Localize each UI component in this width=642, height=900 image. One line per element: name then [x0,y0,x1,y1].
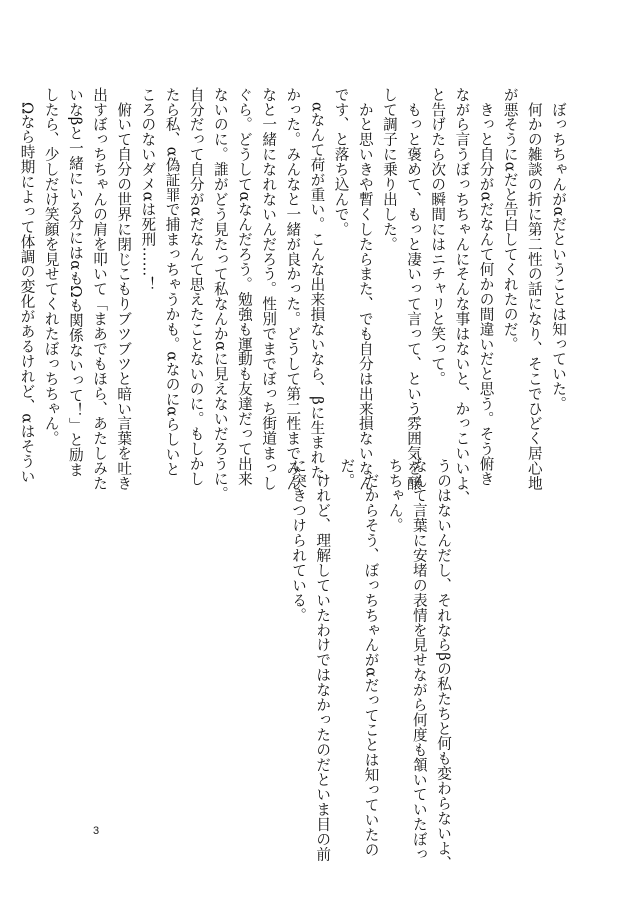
text-line: して調子に乗り出した。 [380,87,398,252]
text-line: ちちゃん。 [386,458,404,533]
text-line: ながら言うぼっちちゃんにそんな事はないと、かっこいいよ、 [453,87,471,506]
text-line: 出すぼっちちゃんの肩を叩いて「まあでもほら、あたしみた [91,87,109,491]
text-line: αなんて荷が重い。こんな出来損ないなら、βに生まれた [308,87,326,480]
page-number: 3 [93,825,100,837]
text-line: もっと褒めて、もっと凄いって言って、という雰囲気を醸 [405,87,423,491]
text-line: が悪そうにαだと告白してくれたのだ。 [501,87,519,352]
upper-text-block [14,87,570,506]
text-line: うのはないんだし、それならβの私たちと何も変わらないよ、 [435,458,452,871]
text-line: ないのに。誰がどう見たって私なんかαに見えないだろうに。 [211,87,229,501]
lower-text-block [286,458,455,871]
text-line: なんて言葉に安堵の表情を見せながら何度も頷いていたぼっ [410,458,428,862]
text-line: かった。みんなと一緒が良かった。どうして第二性までみん [284,87,302,491]
text-line: だ。 [338,458,356,488]
text-line: と告げたら次の瞬間にはニチャリと笑って。 [429,87,447,386]
text-line: いなβと一緒にいる分にはαもΩも関係ないって！」と励ま [66,87,84,478]
text-line: したら、少しだけ笑顔を見せてくれたぼっちちゃん。 [42,87,60,446]
text-line: です、と落ち込んで。 [332,87,350,237]
text-line: なと一緒になれないんだろう。性別でまでぼっち街道まっし [260,87,278,491]
text-line: 何かの雑談の折に第二性の話になり、そこでひどく居心地 [525,87,543,491]
text-line: Ωなら時期によって体調の変化があるけれど、αはそうい [18,87,36,484]
text-line: ころのないダメαは死刑……！ [139,87,157,292]
text-line: かと思いきや暫くしたらまた、でも自分は出来損ないなん [356,87,374,491]
text-line: ぼっちちゃんがαだということは知っていた。 [550,87,567,412]
text-line: ぐら。どうしてαなんだろう。勉強も運動も友達だって出来 [235,87,253,486]
text-line: けれど、理解していたわけではなかったのだといま目の前 [314,458,332,862]
text-line: に突きつけられている。 [290,458,308,623]
text-line: だからそう、ぼっちちゃんがαだってことは知っていたの [362,458,380,857]
text-line: 俯いて自分の世界に閉じこもりブツブツと暗い言葉を吐き [115,87,133,491]
text-line: きっと自分がαだなんて何かの間違いだと思う。そう俯き [477,87,495,486]
text-line: たら私、α偽証罪で捕まっちゃうかも。αなのにαらしいと [163,87,181,477]
text-line: 自分だって自分がαだなんて思えたことないのに。もしかし [187,87,205,486]
